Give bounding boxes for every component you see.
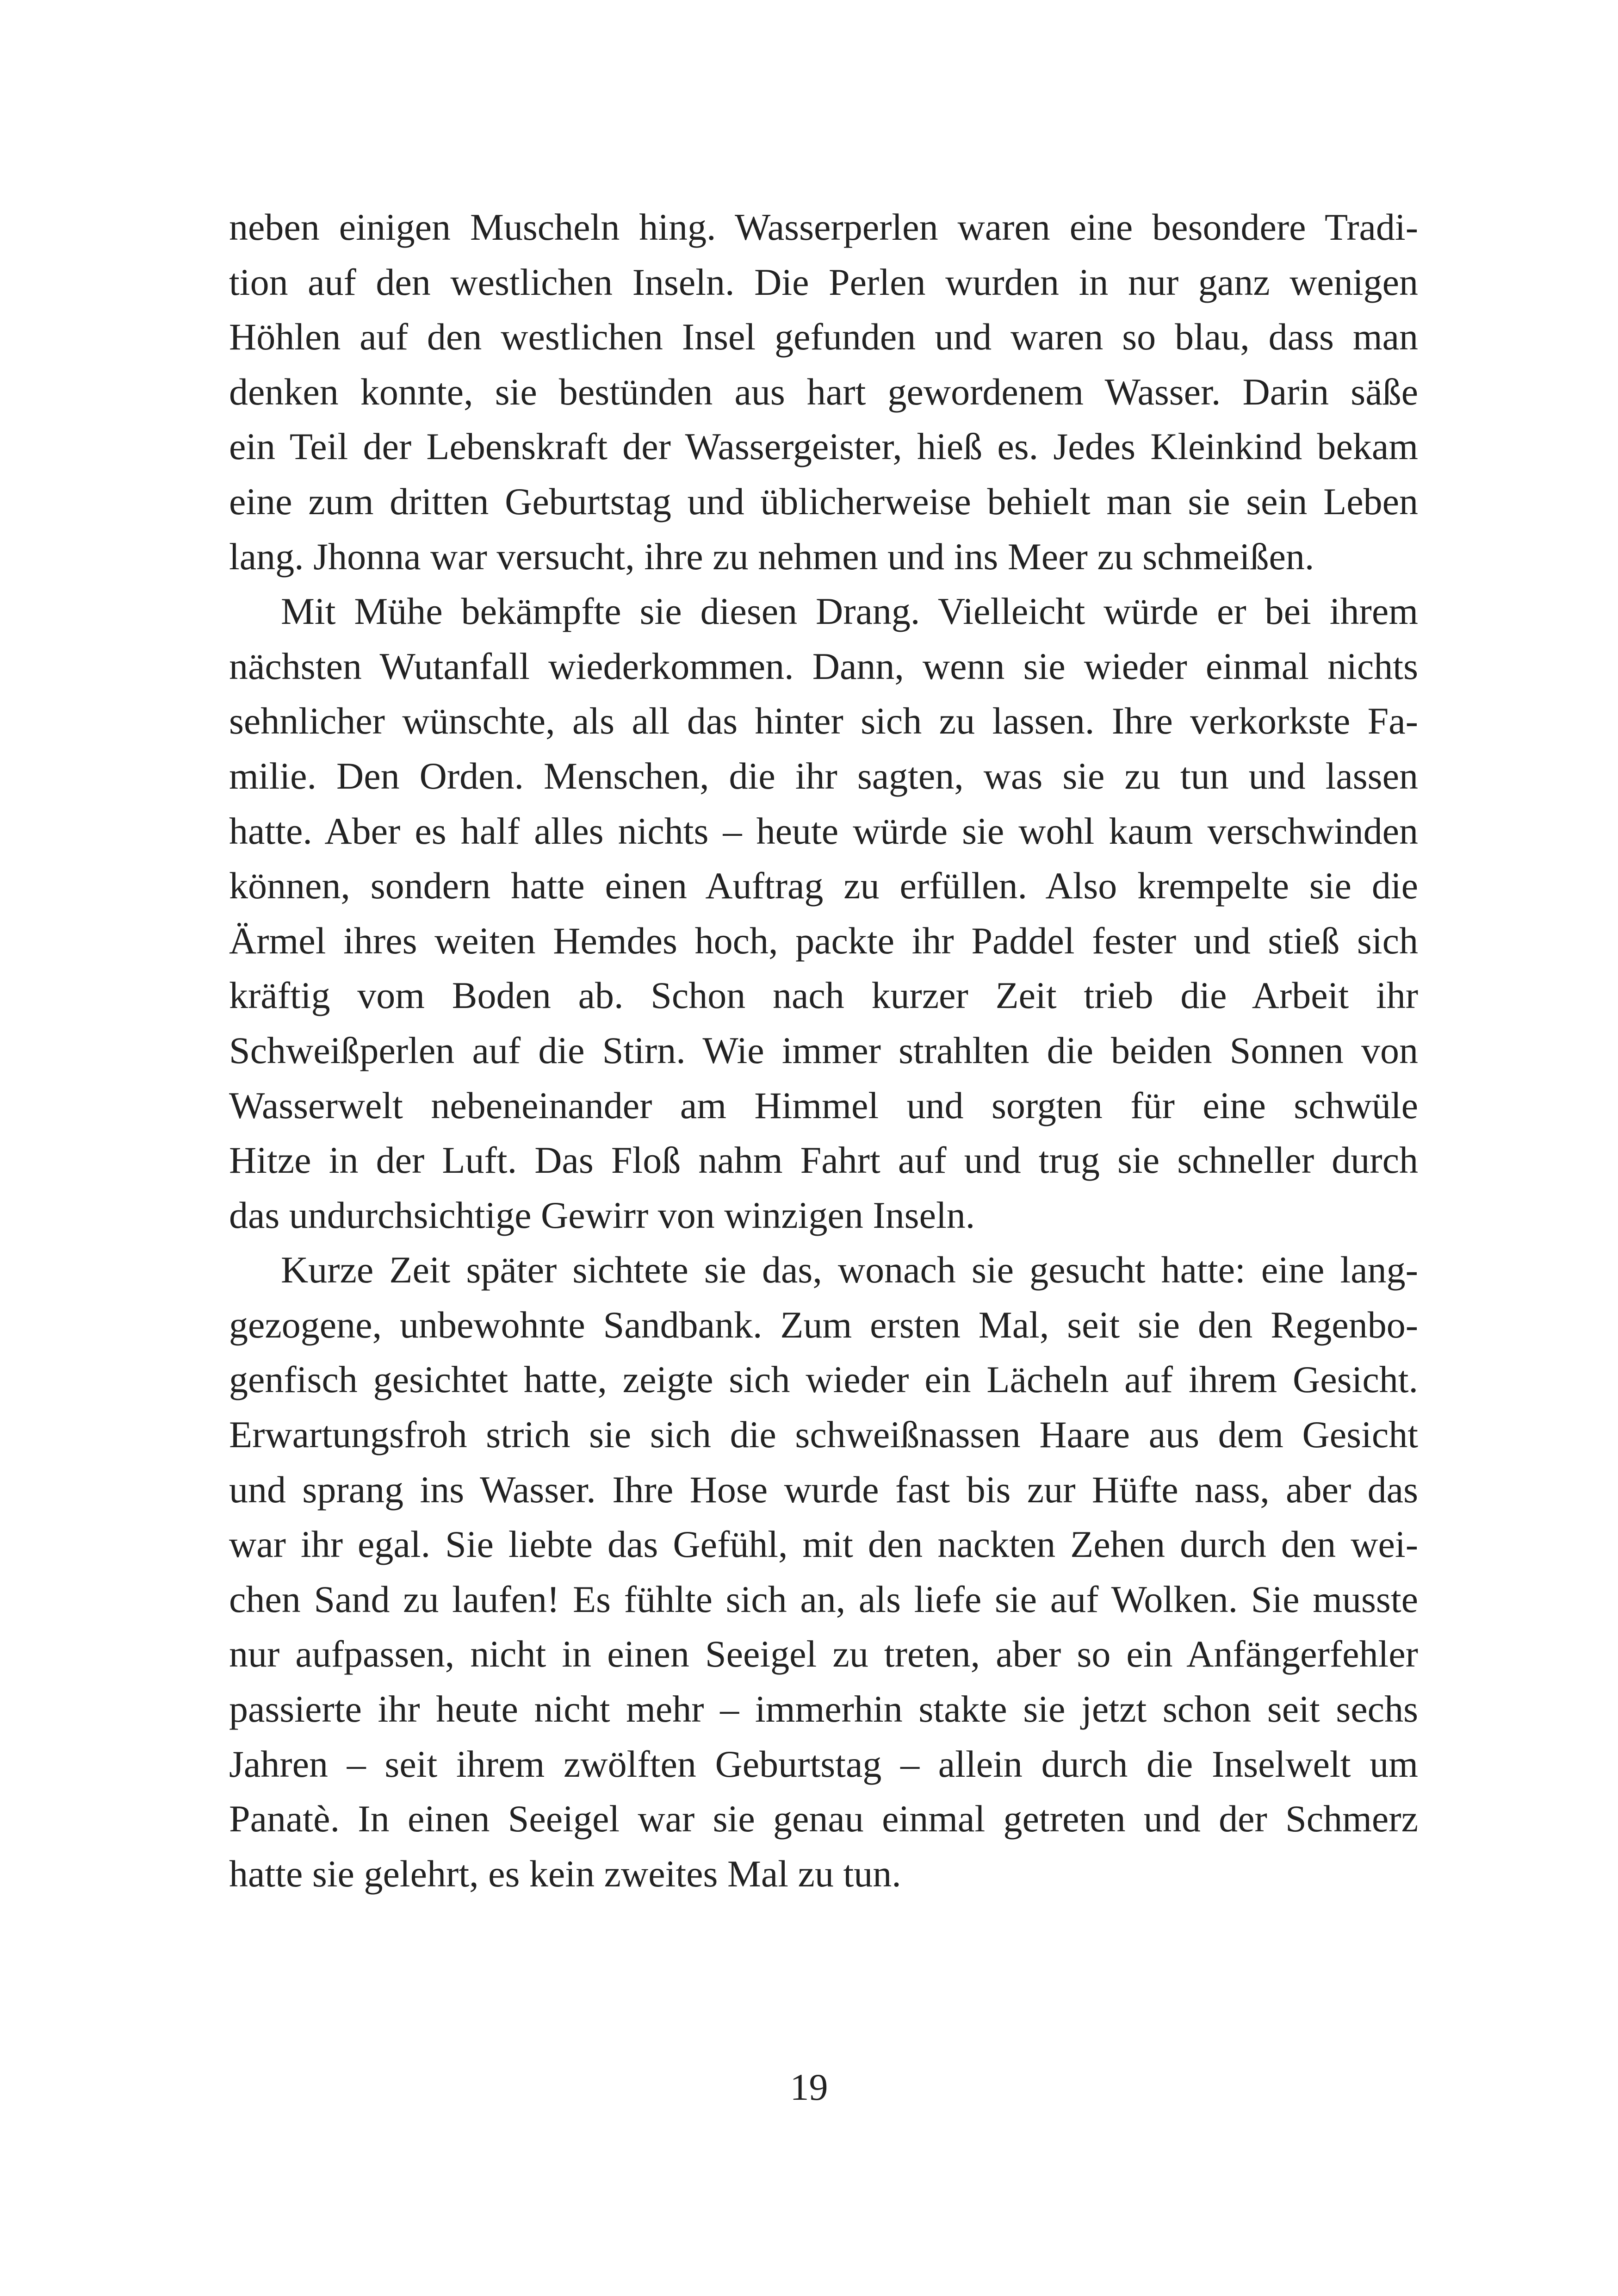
text-line: genfisch gesichtet hatte, zeigte sich wieder ein Lächeln auf ihrem Gesicht.: [229, 1358, 1418, 1401]
text-line: Ärmel ihres weiten Hemdes hoch, packte ihr Paddel fester und stieß sich: [229, 919, 1418, 962]
text-line: milie. Den Orden. Menschen, die ihr sagten, was sie zu tun und lassen: [229, 754, 1418, 797]
text-line: hatte sie gelehrt, es kein zweites Mal zu tun.: [229, 1852, 901, 1895]
page-number: 19: [790, 2066, 828, 2108]
text-line: nächsten Wutanfall wiederkommen. Dann, wenn sie wieder einmal nichts: [229, 645, 1418, 687]
text-line: sehnlicher wünschte, als all das hinter sich zu lassen. Ihre verkorkste Fa-: [229, 700, 1418, 742]
text-line: Schweißperlen auf die Stirn. Wie immer strahlten die beiden Sonnen von: [229, 1029, 1418, 1071]
text-line: das undurchsichtige Gewirr von winzigen Inseln.: [229, 1194, 975, 1236]
text-line: Mit Mühe bekämpfte sie diesen Drang. Vielleicht würde er bei ihrem: [281, 590, 1418, 633]
text-line: neben einigen Muscheln hing. Wasserperlen waren eine besondere Tradi-: [229, 206, 1418, 248]
text-line: Hitze in der Luft. Das Floß nahm Fahrt auf und trug sie schneller durch: [229, 1139, 1418, 1182]
text-line: hatte. Aber es half alles nichts – heute würde sie wohl kaum verschwinden: [229, 809, 1418, 852]
text-line: ein Teil der Lebenskraft der Wassergeister, hieß es. Jedes Kleinkind bekam: [229, 425, 1418, 468]
text-line: Jahren – seit ihrem zwölften Geburtstag – allein durch die Inselwelt um: [229, 1742, 1418, 1785]
text-line: und sprang ins Wasser. Ihre Hose wurde fast bis zur Hüfte nass, aber das: [229, 1468, 1418, 1511]
text-line: Panatè. In einen Seeigel war sie genau einmal getreten und der Schmerz: [229, 1798, 1418, 1840]
text-line: passierte ihr heute nicht mehr – immerhin stakte sie jetzt schon seit sechs: [229, 1688, 1418, 1730]
text-line: gezogene, unbewohnte Sandbank. Zum ersten Mal, seit sie den Regenbo-: [229, 1303, 1418, 1346]
text-line: war ihr egal. Sie liebte das Gefühl, mit den nackten Zehen durch den wei-: [229, 1523, 1418, 1566]
text-line: Höhlen auf den westlichen Insel gefunden und waren so blau, dass man: [229, 316, 1418, 358]
text-line: eine zum dritten Geburtstag und üblicherweise behielt man sie sein Leben: [229, 480, 1418, 523]
text-line: chen Sand zu laufen! Es fühlte sich an, als liefe sie auf Wolken. Sie musste: [229, 1578, 1418, 1620]
text-line: Wasserwelt nebeneinander am Himmel und sorgten für eine schwüle: [229, 1084, 1418, 1126]
body-text: [229, 200, 1418, 1901]
text-line: können, sondern hatte einen Auftrag zu erfüllen. Also krempelte sie die: [229, 865, 1418, 907]
text-line: denken konnte, sie bestünden aus hart gewordenem Wasser. Darin säße: [229, 370, 1418, 413]
text-line: kräftig vom Boden ab. Schon nach kurzer Zeit trieb die Arbeit ihr: [229, 974, 1418, 1017]
text-line: Kurze Zeit später sichtete sie das, wonach sie gesucht hatte: eine lang-: [281, 1249, 1418, 1291]
text-line: nur aufpassen, nicht in einen Seeigel zu treten, aber so ein Anfängerfehler: [229, 1633, 1418, 1675]
text-line: tion auf den westlichen Inseln. Die Perlen wurden in nur ganz wenigen: [229, 261, 1418, 303]
text-line: lang. Jhonna war versucht, ihre zu nehmen und ins Meer zu schmeißen.: [229, 535, 1314, 578]
text-line: Erwartungsfroh strich sie sich die schweißnassen Haare aus dem Gesicht: [229, 1413, 1418, 1456]
